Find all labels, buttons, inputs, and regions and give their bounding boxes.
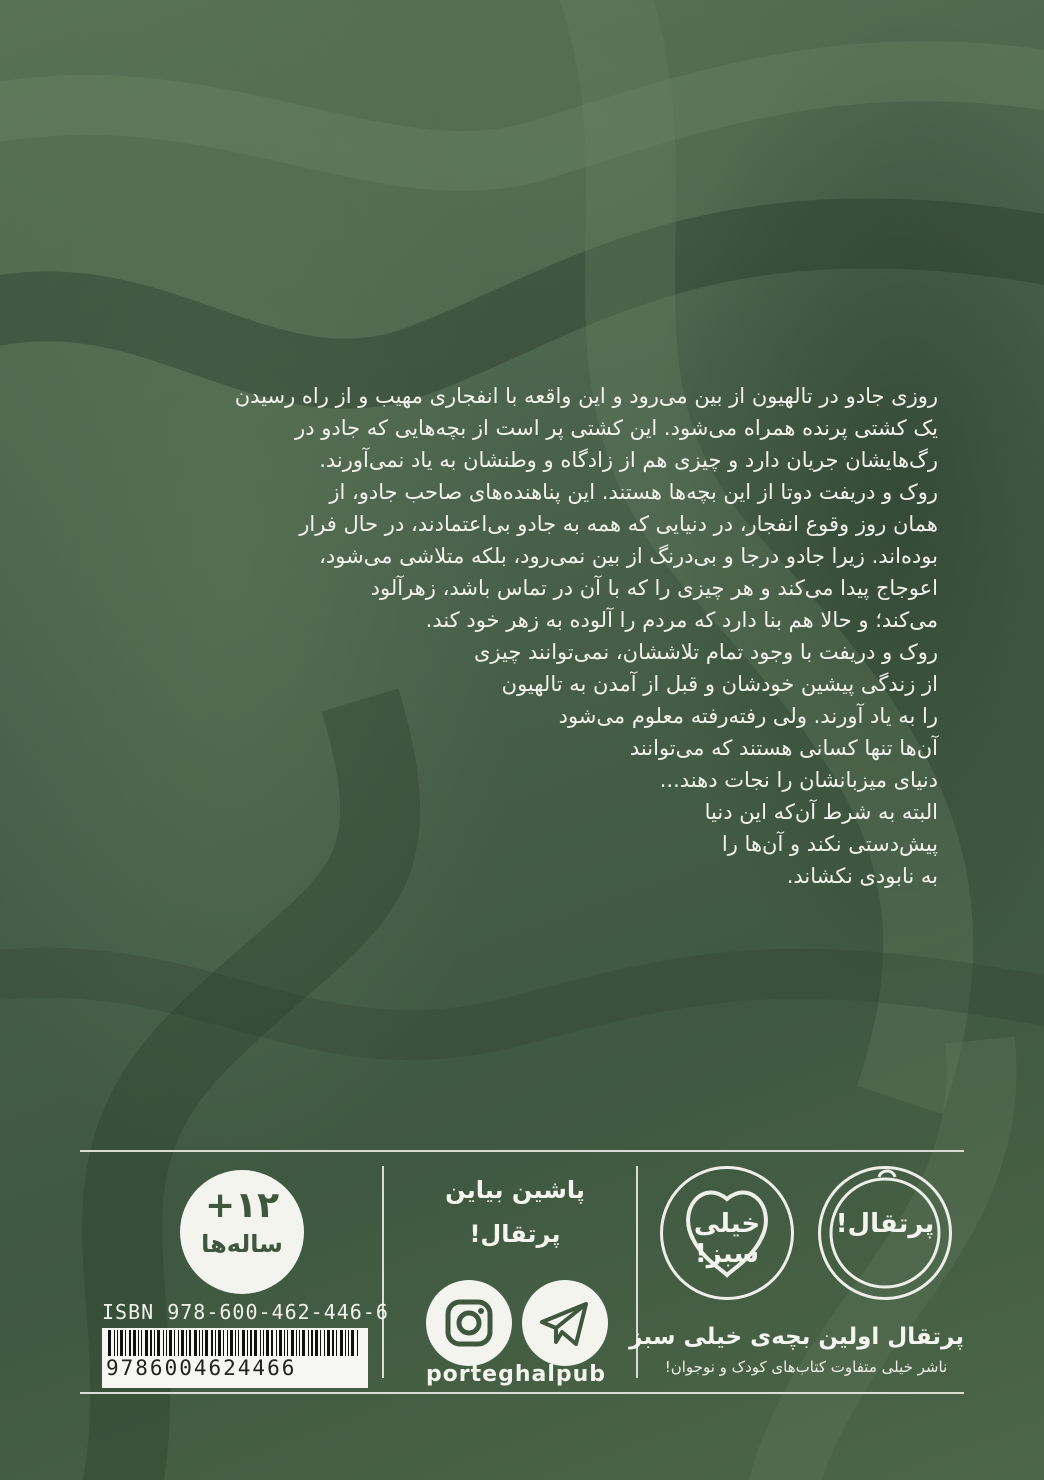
barcode-bar [266,1330,269,1356]
social-heading-line2: پرتقال! [469,1220,561,1248]
barcode-bar [345,1330,346,1356]
barcode-bar [145,1330,148,1356]
blurb-line: را به یاد آورند. ولی رفته‌رفته معلوم می‌شود [558,704,938,728]
porteghal-logo-text: پرتقال! [835,1209,935,1239]
blurb-line: روک و دریفت با وجود تمام تلاششان، نمی‌توانند چیزی [473,640,938,664]
blurb-line: دنیای میزبانشان را نجات دهند... [659,768,938,792]
barcode-bar [260,1330,261,1356]
barcode-bar [189,1330,191,1356]
barcode-bar [163,1330,164,1356]
blurb-line: می‌کند؛ و حالا هم بنا دارد که مردم را آلوده به زهر خود کند. [425,608,938,632]
blurb-line: رگ‌هایشان جریان دارد و چیزی هم از زادگاه و وطنشان به یاد نمی‌آورند. [319,448,938,472]
barcode-bar [348,1330,349,1356]
barcode-bar [340,1330,343,1356]
barcode-digits: 9786004624466 [102,1356,300,1380]
barcode-bar [302,1330,305,1356]
porteghal-logo [818,1166,952,1300]
barcode-bar [336,1330,337,1356]
age-number: +۱۲ [204,1185,280,1226]
blurb-line: یک کشتی پرنده همراه می‌شود. این کشتی پر است از بچه‌هایی که جادو در [295,416,938,440]
barcode-bar [279,1330,282,1356]
barcode-bar [202,1330,203,1356]
instagram-icon[interactable] [426,1280,512,1366]
barcode-bar [215,1330,216,1356]
age-label: ساله‌ها [201,1230,283,1258]
barcode-bar [271,1330,273,1356]
blurb-line: همان روز وقوع انفجار، در دنیایی که همه به جادو بی‌اعتمادند، در حال فرار [299,512,938,536]
barcode-bar [169,1330,172,1356]
blurb-line: از زندگی پیشین خودشان و قبل از آمدن به تالهیون [501,672,938,696]
blurb-line: روزی جادو در تالهیون از بین می‌رود و این واقعه با انفجاری مهیب و از راه رسیدن [234,384,938,408]
social-heading-line1: پاشین بیاین [445,1176,585,1204]
barcode-bar [114,1330,115,1356]
social-heading [410,1168,620,1256]
barcode-bar [133,1330,136,1356]
barcode-bar [138,1330,139,1356]
barcode-bar [357,1330,358,1356]
telegram-icon[interactable] [522,1280,608,1366]
barcode-bar [296,1330,297,1356]
blurb-line: اعوجاج پیدا می‌کند و هر چیزی را که با آن در تماس باشد، زهرآلود [370,576,938,600]
blurb-line: پیش‌دستی نکند و آن‌ها را [721,832,938,856]
barcode-bar [287,1330,288,1356]
barcode-bar [254,1330,257,1356]
blurb-line: به نابودی نکشاند. [786,864,938,888]
age-badge [180,1170,304,1294]
barcode-bar [327,1330,330,1356]
barcode-bar [351,1330,354,1356]
barcode-bar [263,1330,264,1356]
isbn-text: ISBN 978-600-462-446-6 [102,1300,389,1324]
barcode-bar [320,1330,321,1356]
barcode-bar [166,1330,167,1356]
barcode-bar [150,1330,152,1356]
barcode-bar [230,1330,233,1356]
barcode-bar [218,1330,221,1356]
blurb-line: روک و دریفت دوتا از این بچه‌ها هستند. این پناهنده‌های صاحب جادو، از [329,480,938,504]
barcode-bars [102,1328,368,1358]
barcode-bar [223,1330,224,1356]
khili-sabz-logo-text: خیلی سبز! [693,1209,761,1269]
barcode-bar [276,1330,277,1356]
barcode-bar [227,1330,228,1356]
barcode-bar [235,1330,236,1356]
barcode-bar [242,1330,245,1356]
barcode-bar [125,1330,126,1356]
barcode-bar [308,1330,309,1356]
barcode-bar [247,1330,248,1356]
blurb-line: آن‌ها تنها کسانی هستند که می‌توانند [629,736,938,760]
barcode-bar [284,1330,285,1356]
barcode-bar [178,1330,179,1356]
barcode-bar [211,1330,213,1356]
khili-sabz-logo [660,1166,794,1300]
barcode-bar [205,1330,208,1356]
barcode-bar [250,1330,252,1356]
barcode-bar [154,1330,155,1356]
barcode-bar [186,1330,187,1356]
barcode-bar [324,1330,325,1356]
barcode-bar [157,1330,160,1356]
blurb-line: بوده‌اند. زیرا جادو درجا و بی‌درنگ از بین نمی‌رود، بلکه متلاشی می‌شود، [319,544,938,568]
barcode-bar [315,1330,318,1356]
blurb-line: البته به شرط آن‌که این دنیا [704,800,938,824]
barcode-bar [129,1330,131,1356]
barcode-bar [174,1330,175,1356]
barcode-bar [181,1330,184,1356]
barcode-bar [238,1330,239,1356]
publisher-tagline: پرتقال اولین بچه‌ی خیلی سبز [629,1324,964,1350]
social-handle[interactable]: porteghalpub [425,1362,607,1387]
barcode-bar [291,1330,294,1356]
barcode-bar [299,1330,300,1356]
barcode-bar [332,1330,334,1356]
barcode-bar [199,1330,200,1356]
barcode-bar [108,1330,111,1356]
barcode-bar [141,1330,142,1356]
barcode-bar [194,1330,197,1356]
footer-divider [382,1166,384,1378]
barcode-bar [117,1330,118,1356]
barcode-bar [120,1330,123,1356]
barcode-bar [311,1330,313,1356]
publisher-subtagline: ناشر خیلی متفاوت کتاب‌های کودک و نوجوان! [664,1358,948,1376]
footer-panel [80,1150,964,1394]
blurb-text [108,380,938,940]
